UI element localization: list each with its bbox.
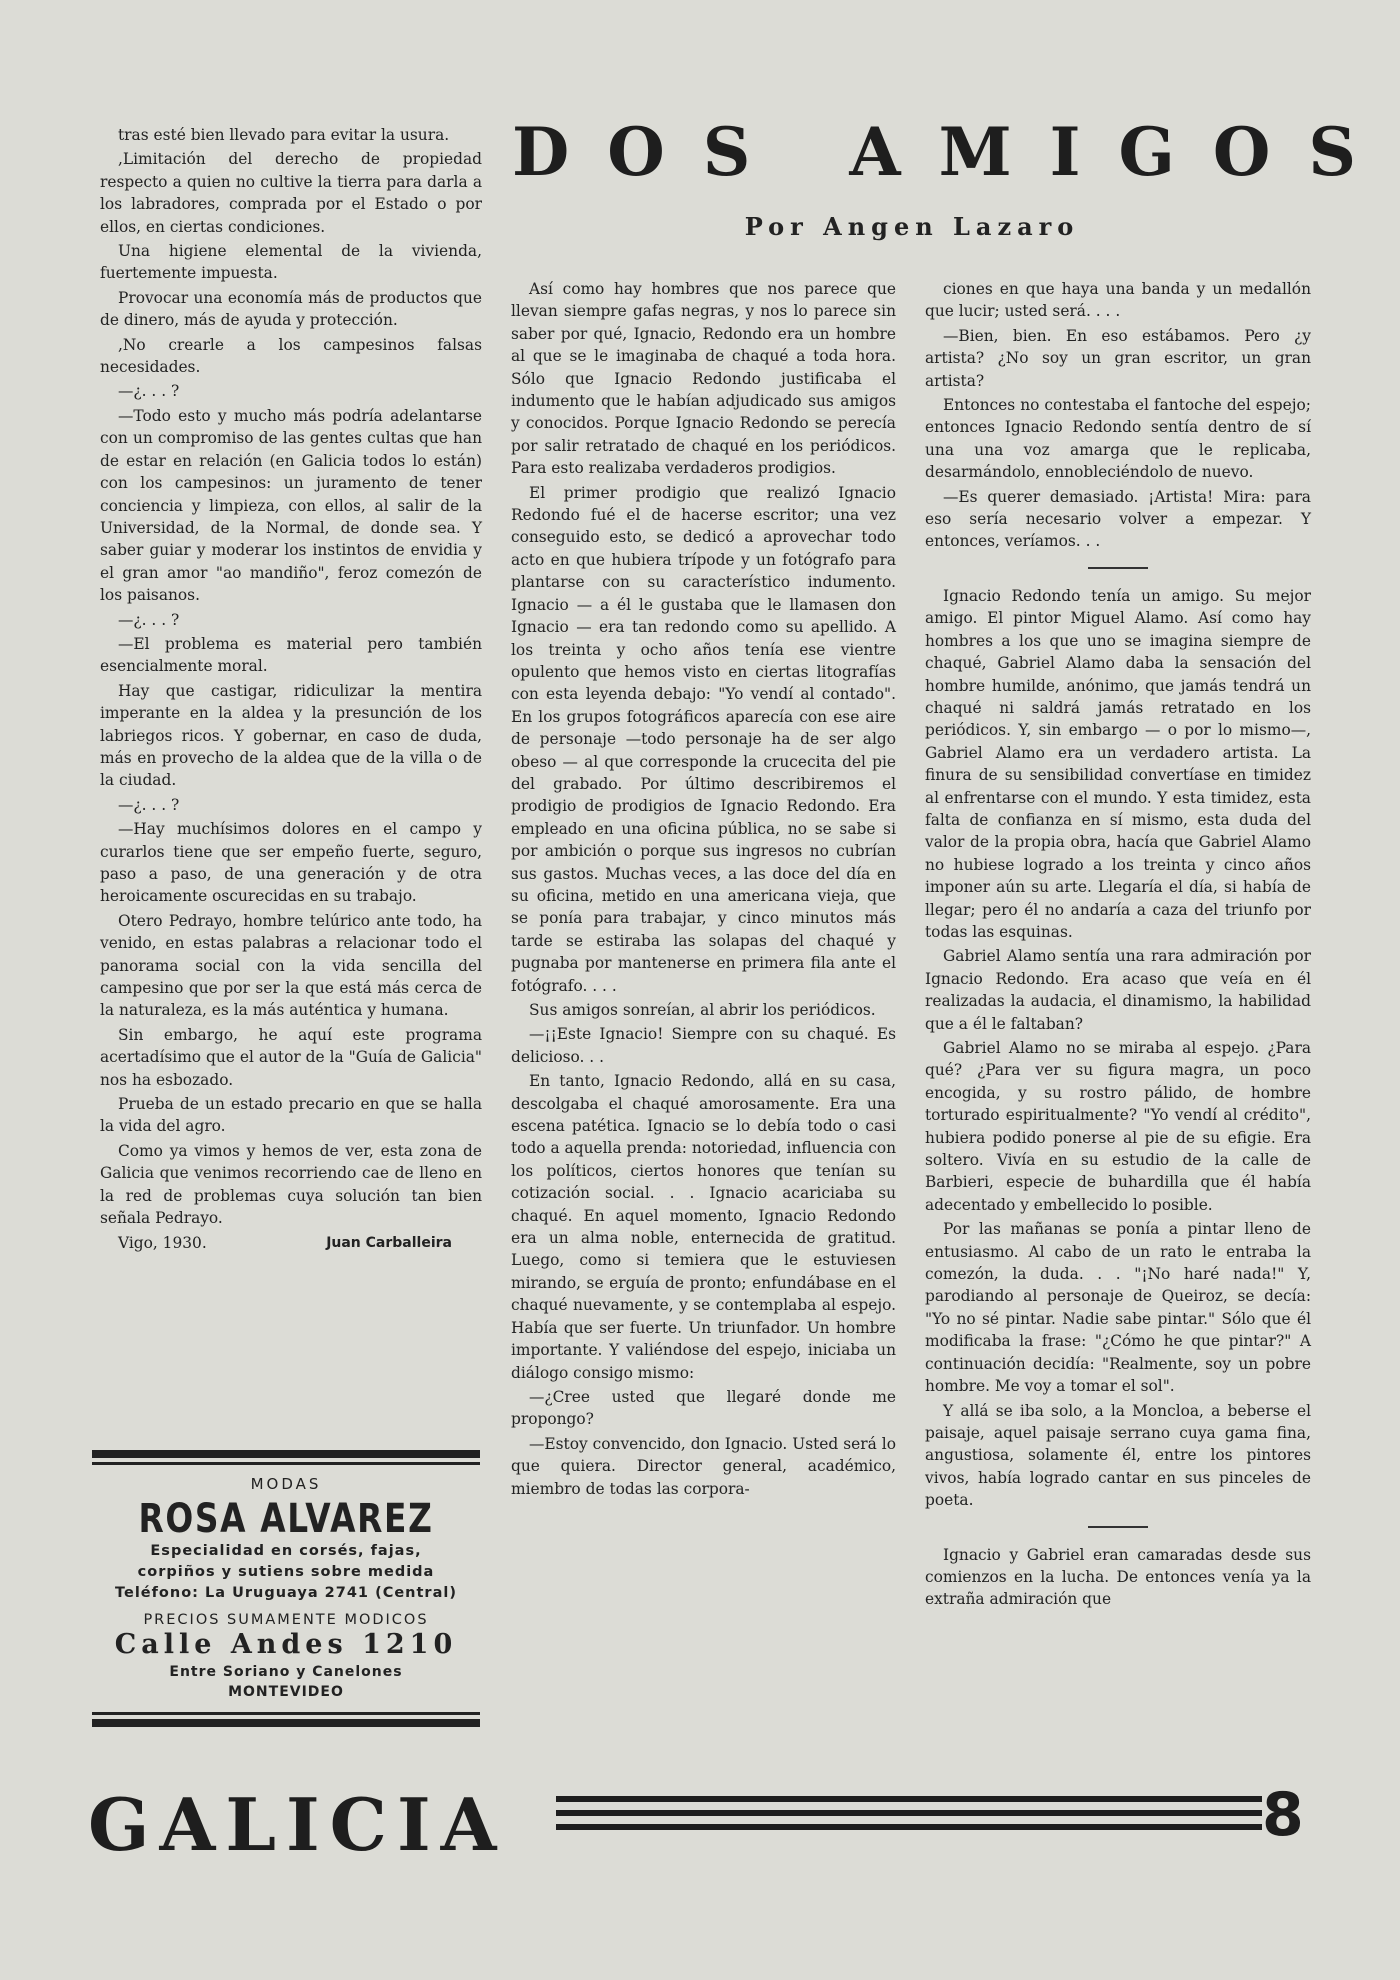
right-paragraphs-b	[925, 585, 1311, 1512]
section-separator	[1088, 1526, 1148, 1528]
paragraph: Una higiene elemental de la vivienda, fuertemente impuesta.	[100, 242, 482, 283]
paragraph: Y allá se iba solo, a la Moncloa, a beberse el paisaje, aquel paisaje serrano cuya gama fina, angustiosa, solamente él, entre los pintores vivos, había logrado cantar en sus pinceles de poeta.	[925, 1401, 1311, 1510]
paragraph: Sus amigos sonreían, al abrir los periódicos.	[529, 1001, 876, 1019]
paragraph: —Bien, bien. En eso estábamos. Pero ¿y artista? ¿No soy un gran escritor, un gran artista?	[925, 326, 1311, 390]
ad-between: Entre Soriano y Canelones	[169, 1664, 403, 1680]
left-paragraphs	[100, 124, 482, 1230]
paragraph: ciones en que haya una banda y un medallón que lucir; usted será. . . .	[925, 280, 1311, 321]
ad-top-bar-thin	[92, 1462, 480, 1465]
ad-items: corpiños y sutiens sobre medida	[137, 1564, 435, 1580]
section-separator	[1088, 567, 1148, 569]
paragraph: —¿. . . ?	[118, 795, 180, 814]
paragraph: ,Limitación del derecho de propiedad respecto a quien no cultive la tierra para darla a los labradores, comprada por el Estado o por ellos, en ciertas condiciones.	[100, 150, 482, 236]
paragraph: —¿. . . ?	[118, 382, 180, 401]
paragraph: Otero Pedrayo, hombre telúrico ante todo, ha venido, en estas palabras a relacionar todo el panorama social con la vida sencilla del campesino que por ser la que está más cerca de la naturaleza, es la más auténtica y humana.	[100, 911, 482, 1020]
ad-modas: MODAS	[250, 1475, 322, 1493]
paragraph: Ignacio y Gabriel eran camaradas desde sus comienzos en la lucha. De entonces venía ya la extraña admiración que	[925, 1545, 1311, 1609]
page-number: 8	[1262, 1780, 1304, 1850]
paragraph: —¿Cree usted que llegaré donde me propongo?	[511, 1387, 896, 1429]
left-column	[100, 124, 482, 1256]
paragraph: Como ya vimos y hemos de ver, esta zona de Galicia que venimos recorriendo cae de lleno en la red de problemas cuya solución tan bien señala Pedrayo.	[100, 1141, 482, 1228]
paragraph: Prueba de un estado precario en que se halla la vida del agro.	[100, 1095, 482, 1136]
ad-top-bar	[92, 1450, 480, 1458]
place-date: Vigo, 1930.	[118, 1233, 207, 1252]
paragraph: El primer prodigio que realizó Ignacio Redondo fué el de hacerse escritor; una vez conseguido esto, se dedicó a aprovechar todo acto en que hubiera trípode y un fotógrafo para plantarse con su característico indumento. Ignacio — a él le gustaba que le llamasen don Ignacio — era tan redondo como su apellido. A los treinta y ocho años tenía ese vientre opulento que hemos visto en ciertas litografías con esta leyenda debajo: "Yo vendí al contado". En los grupos fotográficos aparecía con ese aire de personaje —todo personaje ha de ser algo obeso — al que corresponde la crucecita del pie del grabado. Por último describiremos el prodigio de prodigios de Ignacio Redondo. Era empleado en una oficina pública, no se sabe si por ambición o porque sus ingresos no cubrían sus gastos. Muchas veces, a las doce del día en su oficina, metido en una americana vieja, que se ponía para trabajar, y cinco minutos más tarde se estiraba las solapas del chaqué y pugnaba por mantenerse en primera fila ante el fotógrafo. . . .	[511, 483, 896, 995]
paragraph: Sin embargo, he aquí este programa acertadísimo que el autor de la "Guía de Galicia" nos ha esbozado.	[100, 1025, 482, 1089]
paragraph: Provocar una economía más de productos que de dinero, más de ayuda y protección.	[100, 288, 482, 330]
article-byline: Por Angen Lazaro	[744, 212, 1080, 241]
paragraph: En tanto, Ignacio Redondo, allá en su casa, descolgaba el chaqué amorosamente. Era una escena patética. Ignacio se lo debía todo o casi todo a aquella prenda: notoriedad, influencia con los políticos, ciertos honores que tenían su cotización social. . . Ignacio acariciaba su chaqué. En aquel momento, Ignacio Redondo era un alma noble, enternecida de gratitud. Luego, como si temiera que le estuviesen mirando, se erguía de pronto; enfundábase en el chaqué nuevamente, y se contemplaba al espejo. Había que ser fuerte. Un triunfador. Un hombre importante. Y valiéndose del espejo, iniciaba un diálogo consigo mismo:	[511, 1072, 896, 1382]
paragraph: —¡¡Este Ignacio! Siempre con su chaqué. Es delicioso. . .	[511, 1025, 896, 1066]
ad-specialty: Especialidad en corsés, fajas,	[150, 1543, 422, 1559]
footer-rule	[556, 1796, 1262, 1842]
ad-street: Calle Andes 1210	[114, 1629, 458, 1660]
middle-column	[511, 278, 896, 1502]
ad-business-name: ROSA ALVAREZ	[138, 1496, 434, 1542]
paragraph: —Todo esto y mucho más podría adelantarse con un compromiso de las gentes cultas que han de estar en relación (en Galicia todos lo están) con los campesinos: un juramento de tener conciencia y limpieza, con ellos, al salir de la Universidad, de la Normal, de donde sea. Y saber guiar y moderar los instintos de envidia y el gran amor "ao mandiño", feroz comezón de los paisanos.	[100, 406, 482, 605]
paragraph: Ignacio Redondo tenía un amigo. Su mejor amigo. El pintor Miguel Alamo. Así como hay hombres a los que uno se imagina siempre de chaqué, Gabriel Alamo daba la sensación del hombre humilde, anónimo, que jamás tendrá un chaqué ni saldrá jamás retratado en los periódicos. Y, sin embargo — o por lo mismo—, Gabriel Alamo era un verdadero artista. La finura de su sensibilidad convertíase en timidez al enfrentarse con el mundo. Y esta timidez, esta falta de confianza en sí mismo, esta duda del valor de la propia obra, hacía que Gabriel Alamo no hubiese logrado a los treinta y cinco años imponer aún su arte. Llegaría el día, si había de llegar; pero él no andaría a caza del triunfo por todas las esquinas.	[925, 586, 1311, 941]
paragraph: Por las mañanas se ponía a pintar lleno de entusiasmo. Al cabo de un rato le entraba la comezón, la duda. . . "¡No haré nada!" Y, parodiando al personaje de Queiroz, se decía: "Yo no sé pintar. Nadie sabe pintar." Sólo que él modificaba la frase: "¿Cómo he que pintar?" A continuación decidía: "Realmente, soy un pobre hombre. Me voy a tomar el sol".	[925, 1220, 1311, 1396]
ad-bottom-bar-thin	[92, 1712, 480, 1715]
paragraph: Gabriel Alamo sentía una rara admiración por Ignacio Redondo. Era acaso que veía en él realizadas la audacia, el dinamismo, la habilidad que a él le faltaban?	[925, 947, 1311, 1033]
ad-prices: PRECIOS SUMAMENTE MODICOS	[143, 1612, 429, 1628]
paragraph: Gabriel Alamo no se miraba al espejo. ¿Para qué? ¿Para ver su figura magra, un poco encogida, y su rostro pálido, de hombre torturado espiritualmente? "Yo vendí al crédito", hubiera podido ponerse al pie de su efigie. Era soltero. Vivía en su estudio de la calle de Barbieri, especie de buhardilla que él había adecentado y embellecido lo posible.	[925, 1039, 1311, 1214]
paragraph: Así como hay hombres que nos parece que llevan siempre gafas negras, y nos lo parece sin saber por qué, Ignacio, Redondo era un hombre al que se le imaginaba de chaqué a toda hora. Sólo que Ignacio Redondo justificaba el indumento que le habían adjudicado sus amigos y conocidos. Porque Ignacio Redondo se perecía por salir retratado de chaqué en los periódicos. Para esto realizaba verdaderos prodigios.	[511, 280, 896, 478]
signature-line	[100, 1232, 482, 1254]
paragraph: —Estoy convencido, don Ignacio. Usted será lo que quiera. Director general, académico, miembro de todas las corpora-	[511, 1434, 896, 1498]
ad-phone: Teléfono: La Uruguaya 2741 (Central)	[115, 1585, 457, 1601]
author-name: Juan Carballeira	[326, 1234, 452, 1251]
magazine-name: GALICIA	[88, 1782, 507, 1867]
right-column	[925, 278, 1311, 1613]
right-paragraphs-c	[925, 1544, 1311, 1611]
paragraph: —El problema es material pero también esencialmente moral.	[100, 634, 482, 676]
ad-bottom-bar	[92, 1719, 480, 1727]
paragraph: Entonces no contestaba el fantoche del espejo; entonces Ignacio Redondo sentía dentro de sí una una voz amarga que le replicaba, desarmándolo, ennobleciéndolo de nuevo.	[925, 396, 1311, 482]
article-title: DOS AMIGOS	[512, 113, 1395, 191]
paragraph: ,No crearle a los campesinos falsas necesidades.	[100, 335, 482, 377]
paragraph: —¿. . . ?	[118, 610, 180, 629]
advertisement	[92, 1450, 480, 1750]
paragraph: —Hay muchísimos dolores en el campo y curarlos tiene que ser empeño fuerte, seguro, paso a paso, de una generación y de otra heroicamente oscurecidas en su trabajo.	[100, 820, 482, 906]
right-paragraphs-a	[925, 278, 1311, 553]
paragraph: tras esté bien llevado para evitar la usura.	[118, 126, 450, 144]
paragraph: —Es querer demasiado. ¡Artista! Mira: para eso sería necesario volver a empezar. Y entonces, veríamos. . .	[925, 487, 1311, 551]
paragraph: Hay que castigar, ridiculizar la mentira imperante en la aldea y la presunción de los labriegos ricos. Y gobernar, en caso de duda, más en provecho de la aldea que de la villa o de la ciudad.	[100, 681, 482, 790]
ad-city: MONTEVIDEO	[228, 1684, 344, 1700]
